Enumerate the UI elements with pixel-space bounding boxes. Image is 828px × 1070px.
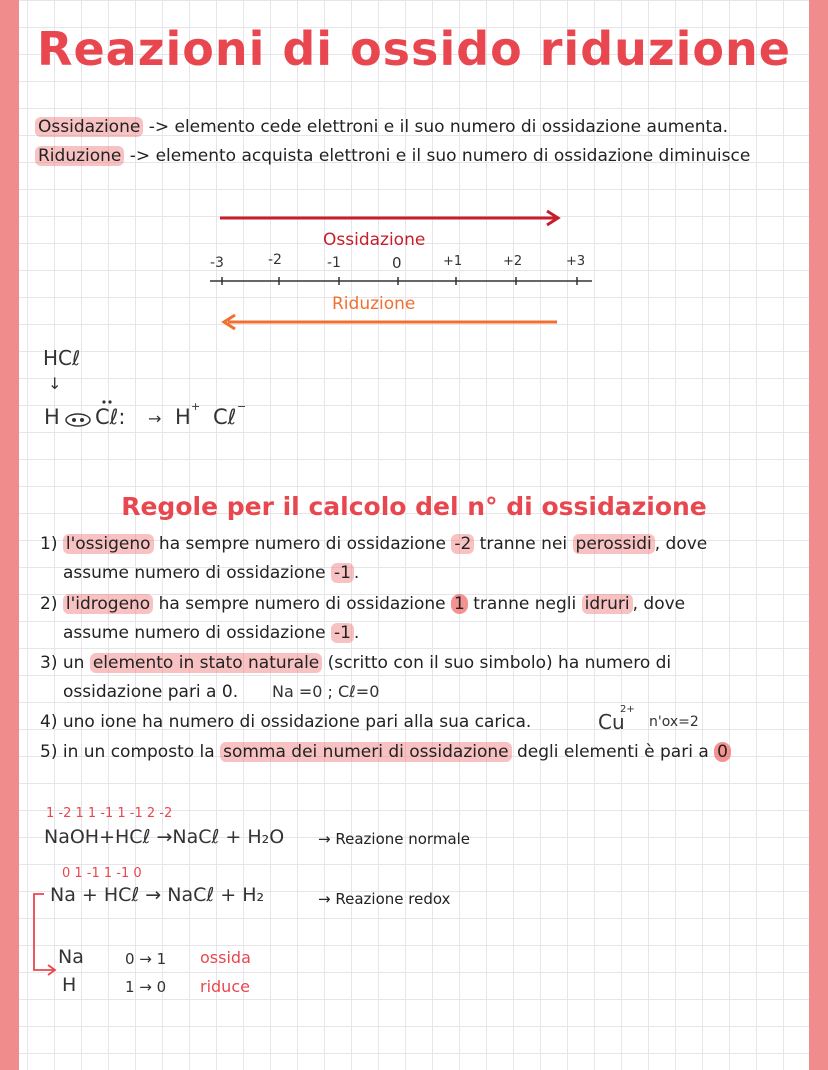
rule-2-exception-value: -1 (331, 623, 354, 643)
normal-reaction-equation: NaOH+HCℓ →NaCℓ + H₂O (44, 826, 285, 848)
rule-2-line-2-text: assume numero di ossidazione (63, 623, 331, 643)
rule-2-line-1 (40, 594, 685, 614)
rule-2-period: . (353, 623, 360, 643)
rule-5-zero: 0 (714, 742, 731, 762)
oxidation-text: -> elemento cede elettroni e il suo numero di ossidazione aumenta. (143, 117, 729, 137)
rule-1-period: . (353, 563, 360, 583)
rule-5-line-1 (40, 742, 731, 762)
lewis-cl: Cℓ: (95, 405, 126, 429)
tick-label-m3: -3 (210, 255, 224, 271)
summary-h-element: H (62, 974, 77, 996)
rule-5-number: 5) (40, 742, 58, 762)
rule-3-line-1 (40, 653, 671, 673)
rule-1-line-1 (40, 534, 707, 554)
rule-2-text-c: , dove (632, 594, 686, 614)
summary-na-change: 0 → 1 (125, 950, 167, 968)
tick-label-p1: +1 (443, 254, 463, 269)
rule-1-text: ha sempre numero di ossidazione (153, 534, 452, 554)
redox-reaction-label: Reazione redox (335, 890, 451, 908)
rule-1-oxygen: l'ossigeno (63, 534, 154, 554)
ion-h: H (175, 405, 191, 429)
rule-1-line-2-text: assume numero di ossidazione (63, 563, 331, 583)
tick-label-p2: +2 (503, 254, 523, 269)
rule-3-line-2 (63, 682, 238, 702)
tick-label-m2: -2 (268, 252, 282, 268)
rule-3-line-2-text: ossidazione pari a 0. (63, 682, 239, 702)
oxidation-scale-diagram (0, 0, 828, 340)
summary-h-change: 1 → 0 (125, 978, 167, 996)
rule-2-text-b: tranne negli (467, 594, 582, 614)
down-arrow-icon: ↓ (48, 374, 62, 393)
normal-reaction-label: Reazione normale (335, 830, 471, 848)
page-title: Reazioni di ossido riduzione (37, 22, 791, 76)
redox-reaction-equation: Na + HCℓ → NaCℓ + H₂ (50, 884, 265, 906)
ion-cl-charge: − (237, 400, 247, 413)
tick-label-m1: -1 (327, 255, 341, 271)
redox-reaction-arrow-icon: → (318, 890, 331, 908)
rule-2-line-2 (63, 623, 359, 643)
rule-3-natural-state: elemento in stato naturale (90, 653, 322, 673)
rule-5-text-b: degli elementi è pari a (511, 742, 715, 762)
rule-4-ion: Cu (598, 710, 625, 734)
rule-3-number: 3) (40, 653, 58, 673)
ion-cl: Cℓ (213, 405, 237, 429)
normal-reaction-label-row (318, 830, 470, 848)
rule-3-text-b: (scritto con il suo simbolo) ha numero di (322, 653, 672, 673)
rule-1-peroxides: perossidi (573, 534, 655, 554)
lewis-h: H (44, 405, 60, 429)
normal-reaction-ox-numbers: 1 -2 1 1 -1 1 -1 2 -2 (46, 806, 173, 821)
rule-1-line-2 (63, 563, 359, 583)
rule-4-number: 4) (40, 712, 58, 732)
hcl-formula: HCℓ (43, 346, 81, 370)
rule-3-text: un (62, 653, 90, 673)
rule-5-text: in un composto la (62, 742, 221, 762)
rule-2-value: 1 (451, 594, 468, 614)
rule-5-sum: somma dei numeri di ossidazione (220, 742, 512, 762)
summary-h-result: riduce (200, 977, 250, 996)
rule-1-text-b: tranne nei (474, 534, 573, 554)
rule-4-nox: n'ox=2 (649, 714, 699, 730)
shared-electron-pair-icon (63, 412, 93, 428)
rule-2-text: ha sempre numero di ossidazione (153, 594, 452, 614)
rule-2-hydrides: idruri (582, 594, 633, 614)
rule-2-hydrogen: l'idrogeno (63, 594, 153, 614)
tick-label-0: 0 (392, 254, 402, 272)
rule-4-line-1 (40, 712, 531, 732)
redox-reaction-label-row (318, 890, 450, 908)
reduction-scale-label: Riduzione (332, 294, 416, 314)
rule-4-text: uno ione ha numero di ossidazione pari alla sua carica. (62, 712, 532, 732)
reduction-text: -> elemento acquista elettroni e il suo numero di ossidazione diminuisce (124, 146, 751, 166)
rule-1-exception-value: -1 (331, 563, 354, 583)
summary-na-result: ossida (200, 948, 251, 967)
oxidation-term: Ossidazione (35, 117, 143, 137)
ion-h-charge: + (191, 400, 201, 413)
redox-reaction-ox-numbers: 0 1 -1 1 -1 0 (62, 866, 142, 881)
rule-2-number: 2) (40, 594, 58, 614)
lone-pair-dots-icon (99, 398, 115, 406)
reduction-term: Riduzione (35, 146, 124, 166)
rule-1-text-c: , dove (654, 534, 708, 554)
rule-1-value: -2 (451, 534, 474, 554)
rule-3-example: Na =0 ; Cℓ=0 (272, 682, 380, 701)
rules-title: Regole per il calcolo del n° di ossidazione (121, 492, 707, 521)
ionization-arrow-icon: → (148, 409, 162, 428)
summary-na-element: Na (58, 946, 84, 968)
normal-reaction-arrow-icon: → (318, 830, 331, 848)
oxidation-scale-label: Ossidazione (323, 230, 426, 250)
rule-4-ion-charge: 2+ (620, 704, 635, 715)
rule-1-number: 1) (40, 534, 58, 554)
tick-label-p3: +3 (566, 254, 586, 269)
